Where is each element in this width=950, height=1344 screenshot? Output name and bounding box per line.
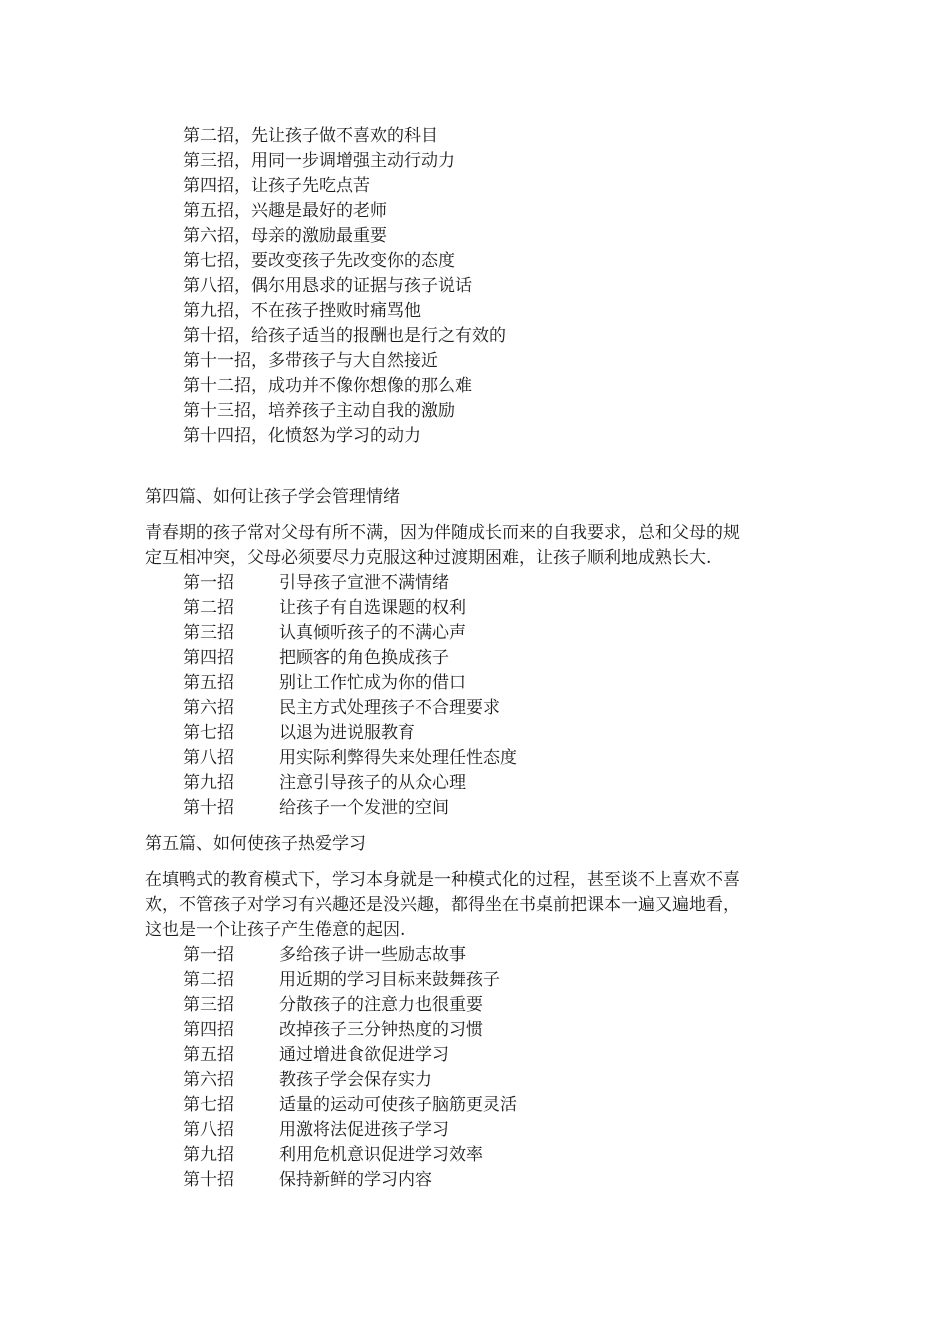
tip-text: 把顾客的角色换成孩子 bbox=[279, 648, 449, 668]
list-item bbox=[183, 696, 517, 721]
section5-heading: 第五篇、如何使孩子热爱学习 bbox=[145, 834, 366, 854]
list-item: 第七招，要改变孩子先改变你的态度 bbox=[183, 251, 455, 271]
list-item: 第四招，让孩子先吃点苦 bbox=[183, 176, 370, 196]
list-item: 第九招，不在孩子挫败时痛骂他 bbox=[183, 301, 421, 321]
tip-text: 利用危机意识促进学习效率 bbox=[279, 1145, 483, 1165]
tip-text: 用实际利弊得失来处理任性态度 bbox=[279, 748, 517, 768]
list-item bbox=[183, 796, 517, 821]
list-item bbox=[183, 571, 517, 596]
tip-number: 第六招 bbox=[183, 698, 234, 718]
list-item: 第六招，母亲的激励最重要 bbox=[183, 226, 387, 246]
list-item bbox=[183, 746, 517, 771]
list-item bbox=[183, 1018, 517, 1043]
list-item bbox=[183, 596, 517, 621]
list-item bbox=[183, 1118, 517, 1143]
tip-number: 第九招 bbox=[183, 773, 234, 793]
tip-number: 第六招 bbox=[183, 1070, 234, 1090]
tip-text: 引导孩子宣泄不满情绪 bbox=[279, 573, 449, 593]
tip-number: 第八招 bbox=[183, 1120, 234, 1140]
intro-line: 定互相冲突，父母必须要尽力克服这种过渡期困难，让孩子顺利地成熟长大. bbox=[145, 548, 712, 568]
list-item: 第十三招，培养孩子主动自我的激励 bbox=[183, 401, 455, 421]
list-item bbox=[183, 621, 517, 646]
intro-line: 青春期的孩子常对父母有所不满，因为伴随成长而来的自我要求，总和父母的规 bbox=[145, 523, 740, 543]
tip-text: 注意引导孩子的从众心理 bbox=[279, 773, 466, 793]
list-item bbox=[183, 943, 517, 968]
list-item: 第二招，先让孩子做不喜欢的科目 bbox=[183, 126, 438, 146]
section4-heading: 第四篇、如何让孩子学会管理情绪 bbox=[145, 487, 400, 507]
list-item: 第八招，偶尔用恳求的证据与孩子说话 bbox=[183, 276, 472, 296]
tip-number: 第七招 bbox=[183, 1095, 234, 1115]
tip-text: 适量的运动可使孩子脑筋更灵活 bbox=[279, 1095, 517, 1115]
tip-number: 第一招 bbox=[183, 573, 234, 593]
list-item bbox=[183, 671, 517, 696]
tip-number: 第五招 bbox=[183, 673, 234, 693]
tip-number: 第四招 bbox=[183, 648, 234, 668]
tip-text: 多给孩子讲一些励志故事 bbox=[279, 945, 466, 965]
list-item bbox=[183, 771, 517, 796]
tip-text: 保持新鲜的学习内容 bbox=[279, 1170, 432, 1190]
tip-number: 第三招 bbox=[183, 623, 234, 643]
list-item bbox=[183, 1093, 517, 1118]
list-item: 第十招，给孩子适当的报酬也是行之有效的 bbox=[183, 326, 506, 346]
list-item bbox=[183, 968, 517, 993]
list-item: 第三招，用同一步调增强主动行动力 bbox=[183, 151, 455, 171]
list-item bbox=[183, 646, 517, 671]
list-item: 第十四招，化愤怒为学习的动力 bbox=[183, 426, 421, 446]
list-item bbox=[183, 993, 517, 1018]
tip-text: 认真倾听孩子的不满心声 bbox=[279, 623, 466, 643]
tip-text: 用激将法促进孩子学习 bbox=[279, 1120, 449, 1140]
tip-number: 第四招 bbox=[183, 1020, 234, 1040]
tip-number: 第十招 bbox=[183, 1170, 234, 1190]
tip-text: 以退为进说服教育 bbox=[279, 723, 415, 743]
tip-number: 第二招 bbox=[183, 598, 234, 618]
tip-text: 用近期的学习目标来鼓舞孩子 bbox=[279, 970, 500, 990]
tip-text: 让孩子有自选课题的权利 bbox=[279, 598, 466, 618]
tip-number: 第一招 bbox=[183, 945, 234, 965]
tip-number: 第二招 bbox=[183, 970, 234, 990]
section4-intro bbox=[145, 521, 813, 571]
section5-tips-list bbox=[183, 943, 517, 1193]
list-item bbox=[183, 1068, 517, 1093]
list-item: 第十二招，成功并不像你想像的那么难 bbox=[183, 376, 472, 396]
tip-text: 通过增进食欲促进学习 bbox=[279, 1045, 449, 1065]
tip-number: 第十招 bbox=[183, 798, 234, 818]
tip-text: 别让工作忙成为你的借口 bbox=[279, 673, 466, 693]
list-item: 第五招，兴趣是最好的老师 bbox=[183, 201, 387, 221]
section4-tips-list bbox=[183, 571, 517, 821]
tip-number: 第九招 bbox=[183, 1145, 234, 1165]
intro-line: 在填鸭式的教育模式下，学习本身就是一种模式化的过程，甚至谈不上喜欢不喜 bbox=[145, 870, 740, 890]
tip-number: 第五招 bbox=[183, 1045, 234, 1065]
tip-number: 第八招 bbox=[183, 748, 234, 768]
list-item bbox=[183, 721, 517, 746]
intro-line: 欢，不管孩子对学习有兴趣还是没兴趣，都得坐在书桌前把课本一遍又遍地看， bbox=[145, 895, 740, 915]
tip-text: 民主方式处理孩子不合理要求 bbox=[279, 698, 500, 718]
tip-number: 第三招 bbox=[183, 995, 234, 1015]
list-item bbox=[183, 1043, 517, 1068]
tip-text: 改掉孩子三分钟热度的习惯 bbox=[279, 1020, 483, 1040]
list-item bbox=[183, 1168, 517, 1193]
list-item: 第十一招，多带孩子与大自然接近 bbox=[183, 351, 438, 371]
list-item bbox=[183, 1143, 517, 1168]
section3-tips-list bbox=[183, 124, 506, 449]
tip-text: 分散孩子的注意力也很重要 bbox=[279, 995, 483, 1015]
tip-number: 第七招 bbox=[183, 723, 234, 743]
tip-text: 给孩子一个发泄的空间 bbox=[279, 798, 449, 818]
section5-intro bbox=[145, 868, 813, 943]
tip-text: 教孩子学会保存实力 bbox=[279, 1070, 432, 1090]
intro-line: 这也是一个让孩子产生倦意的起因. bbox=[145, 920, 406, 940]
